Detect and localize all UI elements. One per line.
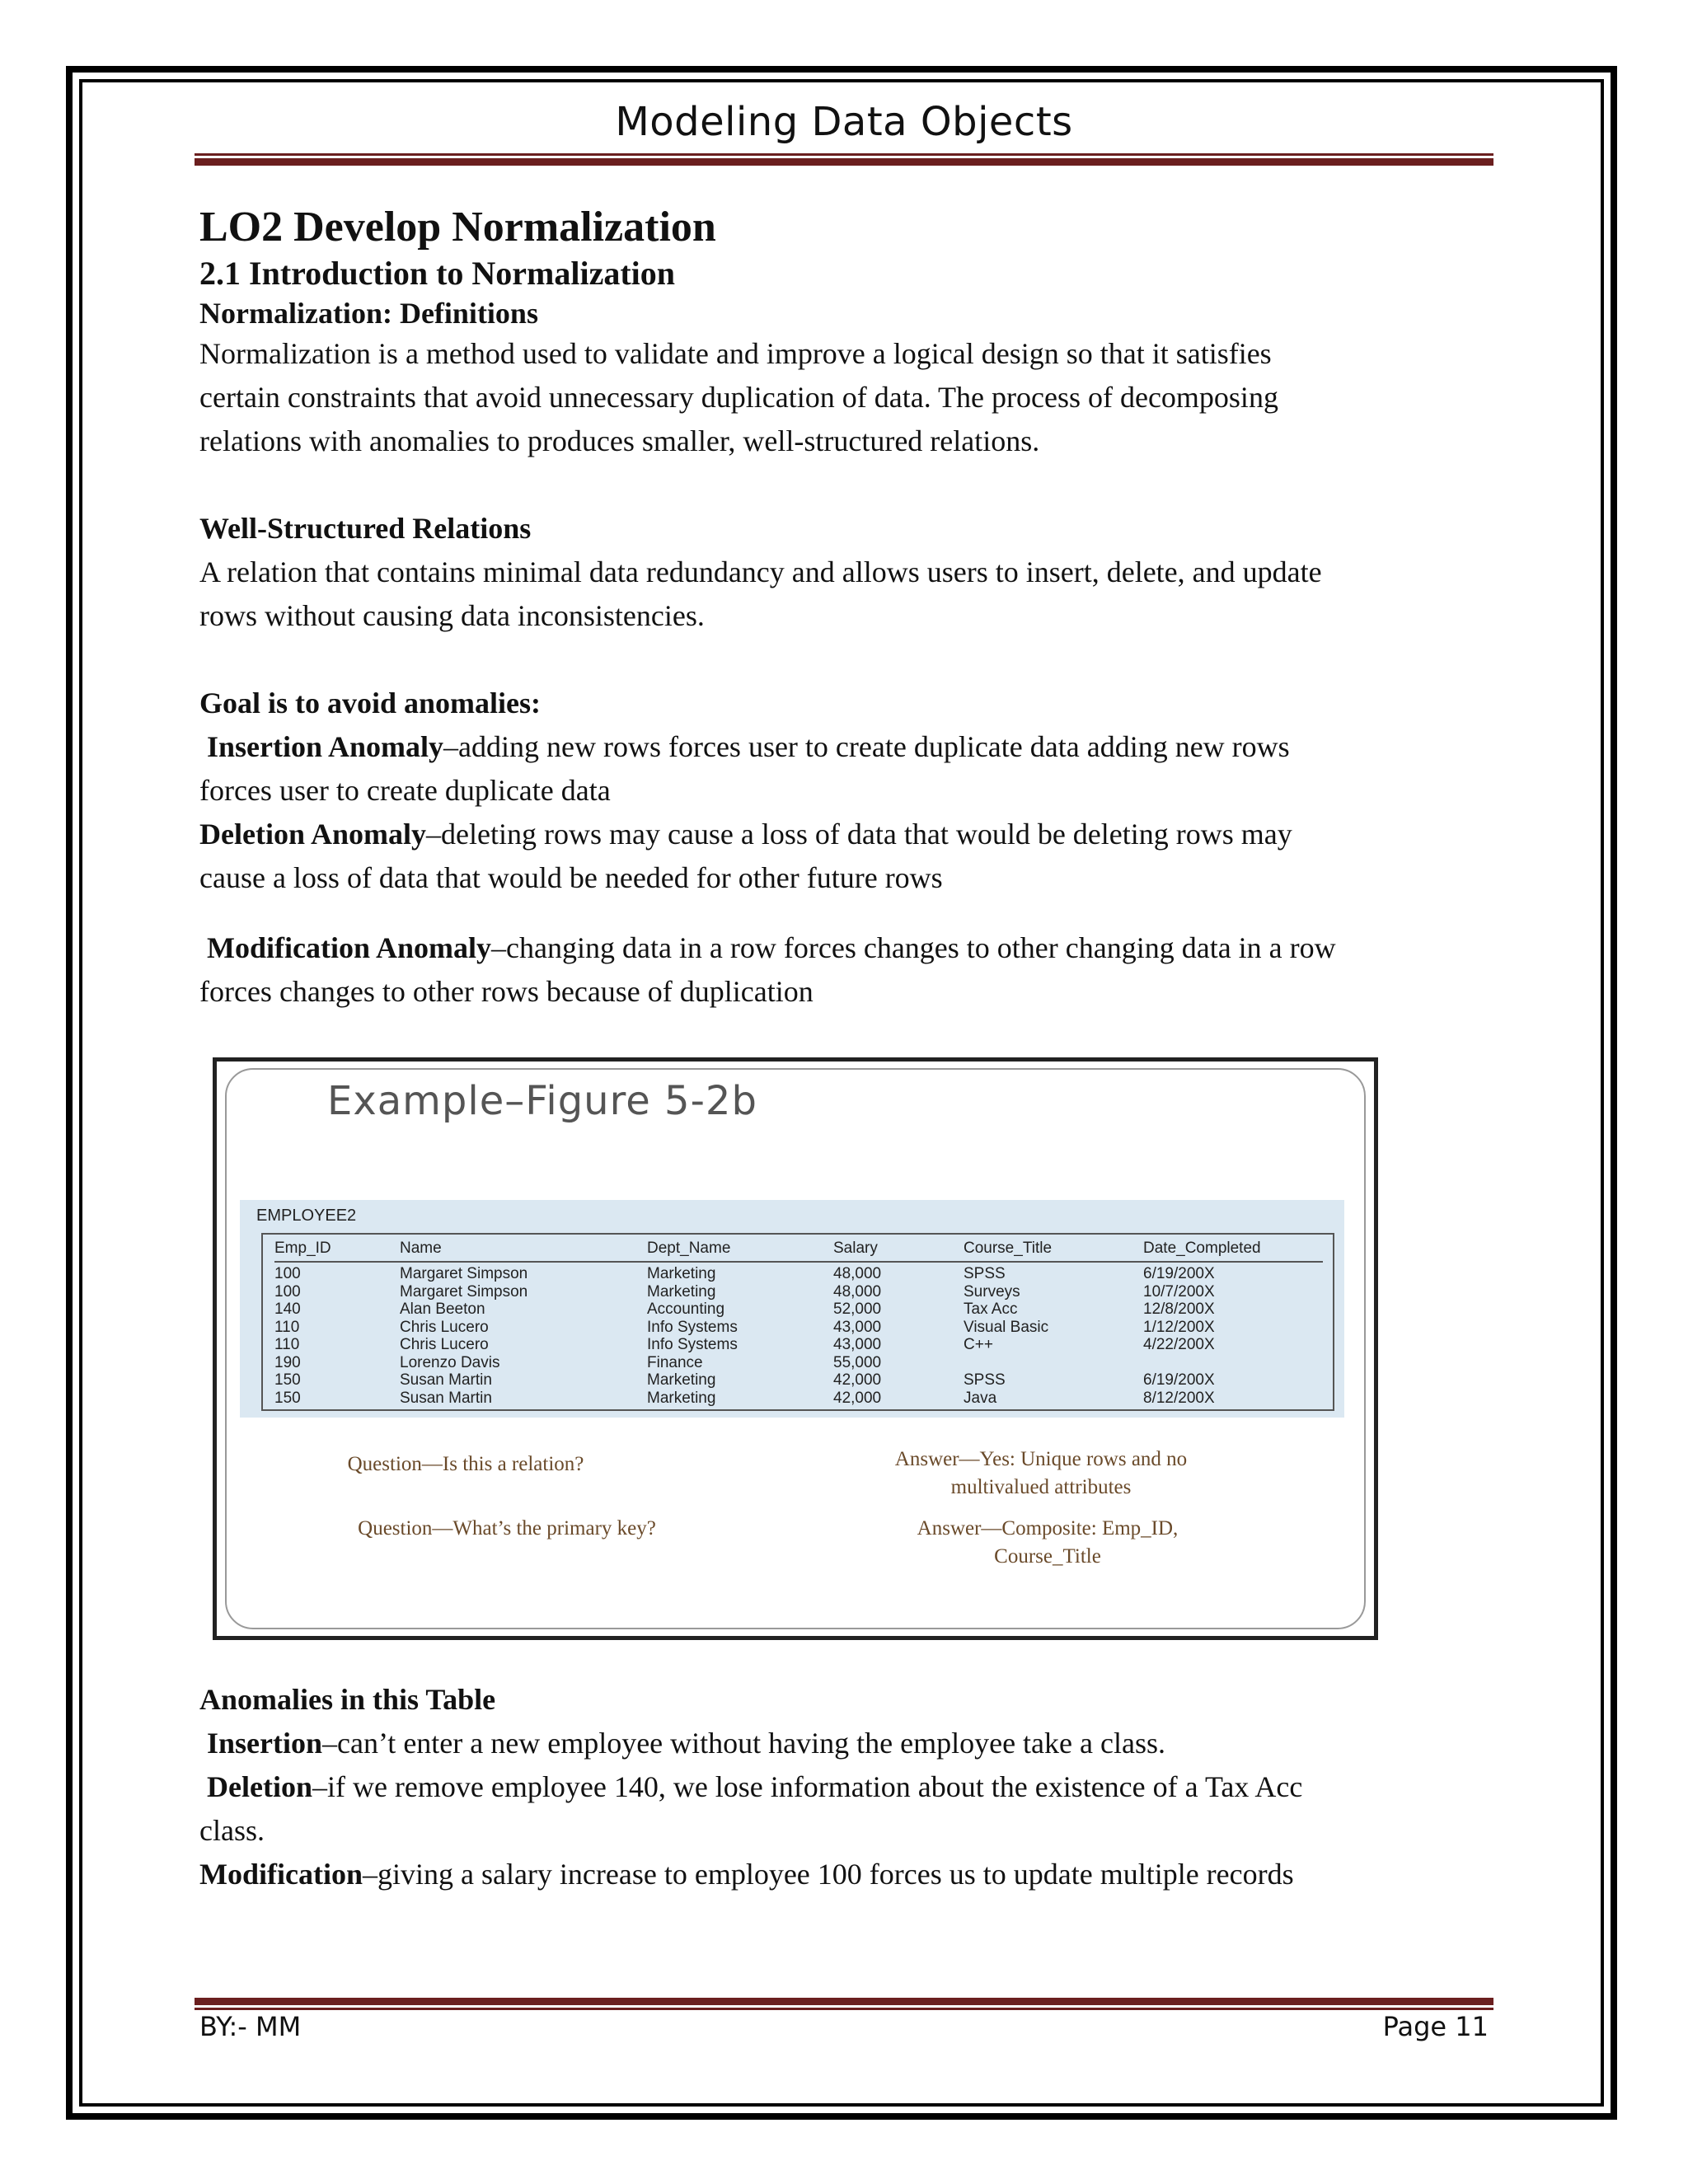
table-cell: 42,000	[833, 1389, 882, 1407]
header-title: Modeling Data Objects	[615, 99, 1073, 145]
answer-primary-key-line1: Answer—Composite: Emp_ID,	[917, 1517, 1179, 1540]
table-cell: Susan Martin	[400, 1371, 492, 1390]
deletion-anomaly-cont: cause a loss of data that would be needed for other future rows	[199, 861, 943, 894]
heading-definitions: Normalization: Definitions	[199, 297, 538, 330]
table-row	[274, 1283, 1323, 1301]
answer-primary-key-line2: Course_Title	[994, 1545, 1101, 1568]
anomaly-insertion-term: Insertion	[207, 1727, 323, 1760]
table-cell: 55,000	[833, 1353, 882, 1371]
table-cell: SPSS	[964, 1265, 1006, 1283]
header-rule	[195, 153, 1493, 166]
table-row	[274, 1336, 1323, 1354]
heading-lo2: LO2 Develop Normalization	[199, 204, 716, 251]
table-cell: 100	[274, 1282, 301, 1301]
table-cell: 52,000	[833, 1301, 882, 1319]
insertion-anomaly-term: Insertion Anomaly	[207, 730, 444, 763]
table-cell: 4/22/200X	[1143, 1336, 1215, 1354]
table-cell: Info Systems	[647, 1336, 738, 1354]
table-cell: Margaret Simpson	[400, 1282, 528, 1301]
anomaly-insertion-text: –can’t enter a new employee without having the employee take a class.	[322, 1727, 1165, 1760]
column-header: Name	[400, 1238, 647, 1262]
table-cell: 100	[274, 1265, 301, 1283]
anomaly-deletion-term: Deletion	[207, 1770, 312, 1803]
anomalies-section	[199, 1678, 1493, 1896]
main-content	[199, 202, 1493, 1014]
figure-5-2b	[213, 1057, 1378, 1640]
insertion-anomaly	[199, 725, 1493, 769]
table-cell: 8/12/200X	[1143, 1389, 1215, 1407]
heading-anomalies: Anomalies in this Table	[199, 1683, 496, 1716]
column-header: Salary	[833, 1238, 964, 1262]
heading-goal: Goal is to avoid anomalies:	[199, 687, 542, 719]
wsr-line: A relation that contains minimal data redundancy and allows users to insert, delete, and update	[199, 555, 1322, 588]
table-row	[274, 1354, 1323, 1372]
question-primary-key: Question—What’s the primary key?	[358, 1517, 656, 1540]
table-cell: 48,000	[833, 1282, 882, 1301]
table-cell: Alan Beeton	[400, 1301, 485, 1319]
table-cell: Marketing	[647, 1389, 716, 1407]
table-cell: Info Systems	[647, 1318, 738, 1336]
table-row	[274, 1301, 1323, 1319]
table-cell: Visual Basic	[964, 1318, 1049, 1336]
table-cell: Chris Lucero	[400, 1336, 489, 1354]
table-cell: 6/19/200X	[1143, 1371, 1215, 1390]
anomaly-deletion	[199, 1765, 1493, 1809]
table-cell	[1143, 1354, 1323, 1372]
table-cell: 6/19/200X	[1143, 1265, 1215, 1283]
table-cell: 140	[274, 1301, 301, 1319]
anomaly-insertion	[199, 1722, 1493, 1765]
footer-author: BY:- MM	[199, 2011, 302, 2042]
deletion-anomaly-term: Deletion Anomaly	[199, 818, 426, 851]
insertion-anomaly-text: –adding new rows forces user to create duplicate data adding new rows	[443, 730, 1290, 763]
table-cell: Lorenzo Davis	[400, 1353, 500, 1371]
table-cell: 10/7/200X	[1143, 1282, 1215, 1301]
table-cell: 110	[274, 1318, 300, 1336]
definitions-line: certain constraints that avoid unnecessary duplication of data. The process of decomposing	[199, 381, 1278, 414]
table-name: EMPLOYEE2	[256, 1207, 357, 1225]
column-header: Course_Title	[964, 1238, 1143, 1262]
table-header-row	[274, 1238, 1323, 1262]
definitions-line: Normalization is a method used to validate and improve a logical design so that it satisfies	[199, 337, 1272, 370]
table-cell: 190	[274, 1353, 301, 1371]
table-row	[274, 1319, 1323, 1337]
column-header: Dept_Name	[647, 1238, 833, 1262]
figure-slide	[225, 1068, 1366, 1629]
table-cell: 150	[274, 1389, 301, 1407]
heading-intro: 2.1 Introduction to Normalization	[199, 255, 676, 292]
answer-relation-line1: Answer—Yes: Unique rows and no	[894, 1448, 1188, 1470]
answer-relation	[843, 1446, 1239, 1502]
deletion-anomaly-text: –deleting rows may cause a loss of data that would be deleting rows may	[426, 818, 1292, 851]
modification-anomaly-text: –changing data in a row forces changes to other changing data in a row	[491, 931, 1336, 964]
table-cell: 43,000	[833, 1318, 882, 1336]
answer-primary-key	[866, 1515, 1229, 1571]
table-cell: 43,000	[833, 1336, 882, 1354]
table-cell: 1/12/200X	[1143, 1318, 1215, 1336]
table-cell: 42,000	[833, 1371, 882, 1390]
modification-anomaly-cont: forces changes to other rows because of duplication	[199, 975, 814, 1008]
table-cell: Marketing	[647, 1371, 716, 1390]
wsr-line: rows without causing data inconsistencies.	[199, 599, 705, 632]
table-cell: Marketing	[647, 1282, 716, 1301]
modification-anomaly-term: Modification Anomaly	[207, 931, 492, 964]
figure-title: Example–Figure 5-2b	[327, 1078, 757, 1124]
table-cell: 110	[274, 1336, 300, 1354]
table-row	[274, 1390, 1323, 1408]
table-cell	[964, 1354, 1143, 1372]
insertion-anomaly-cont: forces user to create duplicate data	[199, 774, 611, 807]
footer-rule	[195, 1998, 1493, 2010]
table-row	[274, 1371, 1323, 1390]
answer-relation-line2: multivalued attributes	[950, 1476, 1132, 1498]
table-cell: Java	[964, 1389, 997, 1407]
table-cell: 12/8/200X	[1143, 1301, 1215, 1319]
anomaly-deletion-cont: class.	[199, 1814, 265, 1847]
table-cell: Tax Acc	[964, 1301, 1018, 1319]
table-cell: Margaret Simpson	[400, 1265, 528, 1283]
table-cell: Surveys	[964, 1282, 1020, 1301]
definitions-line: relations with anomalies to produces smaller, well-structured relations.	[199, 424, 1040, 457]
modification-anomaly	[199, 926, 1493, 970]
anomaly-modification-text: –giving a salary increase to employee 100 forces us to update multiple records	[362, 1858, 1294, 1891]
column-header: Date_Completed	[1143, 1238, 1323, 1262]
anomaly-deletion-text: –if we remove employee 140, we lose information about the existence of a Tax Acc	[312, 1770, 1303, 1803]
anomaly-modification	[199, 1853, 1493, 1896]
table-cell: SPSS	[964, 1371, 1006, 1390]
deletion-anomaly	[199, 813, 1493, 856]
table-row	[274, 1262, 1323, 1283]
column-header: Emp_ID	[274, 1238, 400, 1262]
question-relation: Question—Is this a relation?	[347, 1453, 584, 1475]
page-number: Page 11	[1382, 2011, 1489, 2042]
table-cell: C++	[964, 1336, 993, 1354]
table-cell: Chris Lucero	[400, 1318, 489, 1336]
table-cell: 150	[274, 1371, 301, 1390]
table-cell: Marketing	[647, 1265, 716, 1283]
heading-well-structured: Well-Structured Relations	[199, 512, 532, 545]
table-cell: Accounting	[647, 1301, 725, 1319]
table-cell: Finance	[647, 1353, 703, 1371]
table-cell: 48,000	[833, 1265, 882, 1283]
anomaly-modification-term: Modification	[199, 1858, 363, 1891]
table-cell: Susan Martin	[400, 1389, 492, 1407]
employee-table	[274, 1238, 1323, 1407]
